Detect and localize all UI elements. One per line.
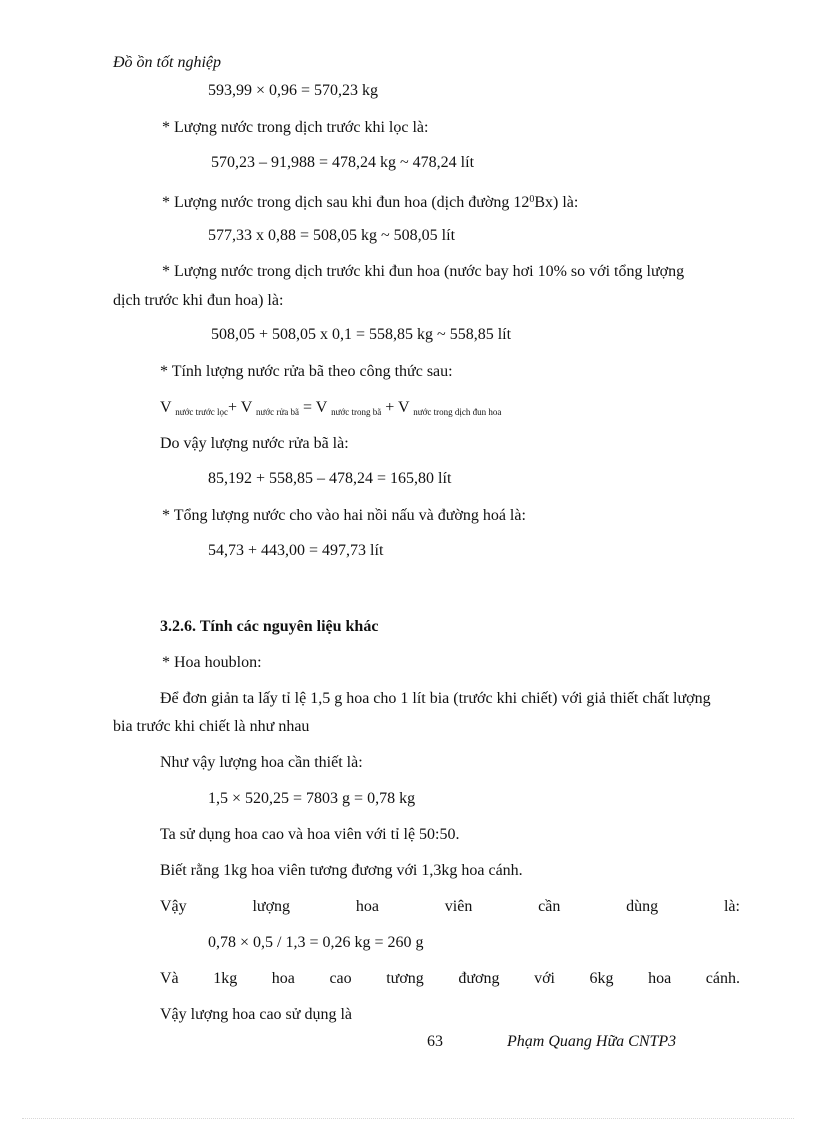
formula-line: V $_{nước trước lọc}$+ V $_{nước rửa bã}$ = V $_{nước trong bã}$ + V $_{nước trong dịch đun hoa}$ <box>160 399 502 417</box>
paragraph-line: Để đơn giản ta lấy tỉ lệ 1,5 g hoa cho 1 lít bia (trước khi chiết) với giả thiết chất lượng <box>160 690 711 707</box>
text-line: Do vậy lượng nước rửa bã là: <box>160 435 349 452</box>
calc-line: 577,33 x 0,88 = 508,05 kg ~ 508,05 lít <box>208 227 456 244</box>
page-bottom-divider <box>22 1118 794 1119</box>
calc-line: 54,73 + 443,00 = 497,73 lít <box>208 542 384 559</box>
paragraph-line: bia trước khi chiết là như nhau <box>113 718 310 735</box>
calc-line: 0,78 × 0,5 / 1,3 = 0,26 kg = 260 g <box>208 934 424 951</box>
footer-author: Phạm Quang Hữa CNTP3 <box>507 1033 677 1050</box>
bullet-line: * Lượng nước trong dịch trước khi lọc là: <box>162 119 429 136</box>
text-line: Như vậy lượng hoa cần thiết là: <box>160 754 363 771</box>
bullet-line: * Lượng nước trong dịch sau khi đun hoa (dịch đường $12^0Bx$) là: <box>162 194 579 211</box>
bullet-line: * Tổng lượng nước cho vào hai nồi nấu và đường hoá là: <box>162 507 526 524</box>
page-number: 63 <box>427 1033 443 1050</box>
calc-line: 593,99 × 0,96 = 570,23 kg <box>208 82 379 99</box>
calc-line: 508,05 + 508,05 x 0,1 = 558,85 kg ~ 558,85 lít <box>211 326 512 343</box>
text-line: Ta sử dụng hoa cao và hoa viên với tỉ lệ 50:50. <box>160 826 460 843</box>
text-line: Biết rằng 1kg hoa viên tương đương với 1,3kg hoa cánh. <box>160 862 523 879</box>
text-line: Vậy lượng hoa cao sử dụng là <box>160 1006 352 1023</box>
text-line: dịch trước khi đun hoa) là: <box>113 292 284 309</box>
justified-line: Và 1kg hoa cao tương đương với 6kg hoa cánh. <box>160 970 740 987</box>
section-heading: 3.2.6. Tính các nguyên liệu khác <box>160 618 379 635</box>
bullet-line: * Lượng nước trong dịch trước khi đun hoa (nước bay hơi 10% so với tổng lượng <box>162 263 685 280</box>
calc-line: 85,192 + 558,85 – 478,24 = 165,80 lít <box>208 470 452 487</box>
bullet-line: * Hoa houblon: <box>162 654 262 671</box>
justified-line: Vậy lượng hoa viên cần dùng là: <box>160 898 740 915</box>
header-title: Đồ ồn tốt nghiệp <box>113 54 221 71</box>
calc-line: 1,5 × 520,25 = 7803 g = 0,78 kg <box>208 790 416 807</box>
bullet-line: * Tính lượng nước rửa bã theo công thức sau: <box>160 363 453 380</box>
calc-line: 570,23 – 91,988 = 478,24 kg ~ 478,24 lít <box>211 154 475 171</box>
